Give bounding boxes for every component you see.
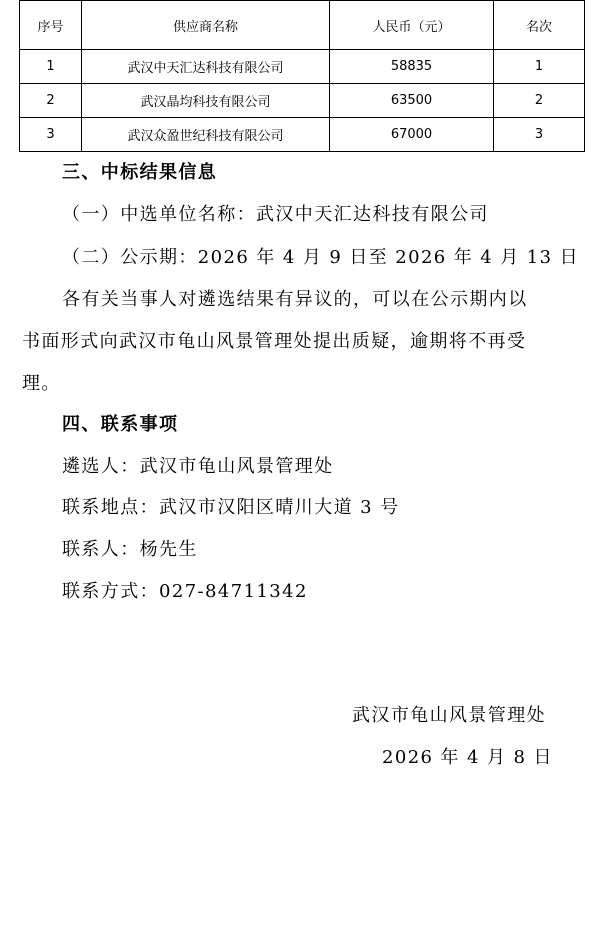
contact-person-line: 联系人：杨先生 — [62, 539, 198, 560]
winner-name-line: （一）中选单位名称：武汉中天汇达科技有限公司 — [62, 204, 489, 225]
header-index: 序号 — [20, 1, 82, 50]
table-row — [20, 50, 585, 84]
section-3-heading: 三、中标结果信息 — [62, 162, 218, 183]
cell-index: 2 — [20, 84, 82, 118]
header-supplier-name: 供应商名称 — [82, 1, 330, 50]
contact-phone-line: 联系方式：027-84711342 — [62, 581, 308, 602]
section-4-heading: 四、联系事项 — [62, 414, 179, 435]
objection-paragraph-line-3: 理。 — [22, 373, 61, 394]
cell-rank: 2 — [494, 84, 585, 118]
cell-amount: 67000 — [330, 118, 494, 152]
bid-results-table — [19, 0, 585, 152]
cell-supplier-name: 武汉中天汇达科技有限公司 — [82, 50, 330, 84]
contact-address-line: 联系地点：武汉市汉阳区晴川大道 3 号 — [62, 497, 400, 518]
cell-supplier-name: 武汉众盈世纪科技有限公司 — [82, 118, 330, 152]
cell-amount: 58835 — [330, 50, 494, 84]
table-row — [20, 118, 585, 152]
table-header-row — [20, 1, 585, 50]
cell-rank: 3 — [494, 118, 585, 152]
signature-date: 2026 年 4 月 8 日 — [382, 747, 553, 768]
objection-paragraph-line-1: 各有关当事人对遴选结果有异议的，可以在公示期内以 — [62, 289, 528, 310]
cell-amount: 63500 — [330, 84, 494, 118]
publicity-period-line: （二）公示期：2026 年 4 月 9 日至 2026 年 4 月 13 日 — [62, 247, 580, 268]
selector-line: 遴选人：武汉市龟山风景管理处 — [62, 456, 334, 477]
cell-index: 1 — [20, 50, 82, 84]
objection-paragraph-line-2: 书面形式向武汉市龟山风景管理处提出质疑，逾期将不再受 — [22, 331, 527, 352]
cell-supplier-name: 武汉晶均科技有限公司 — [82, 84, 330, 118]
table-row — [20, 84, 585, 118]
signature-organization: 武汉市龟山风景管理处 — [352, 705, 546, 726]
cell-rank: 1 — [494, 50, 585, 84]
header-rank: 名次 — [494, 1, 585, 50]
cell-index: 3 — [20, 118, 82, 152]
header-amount-rmb: 人民币（元） — [330, 1, 494, 50]
